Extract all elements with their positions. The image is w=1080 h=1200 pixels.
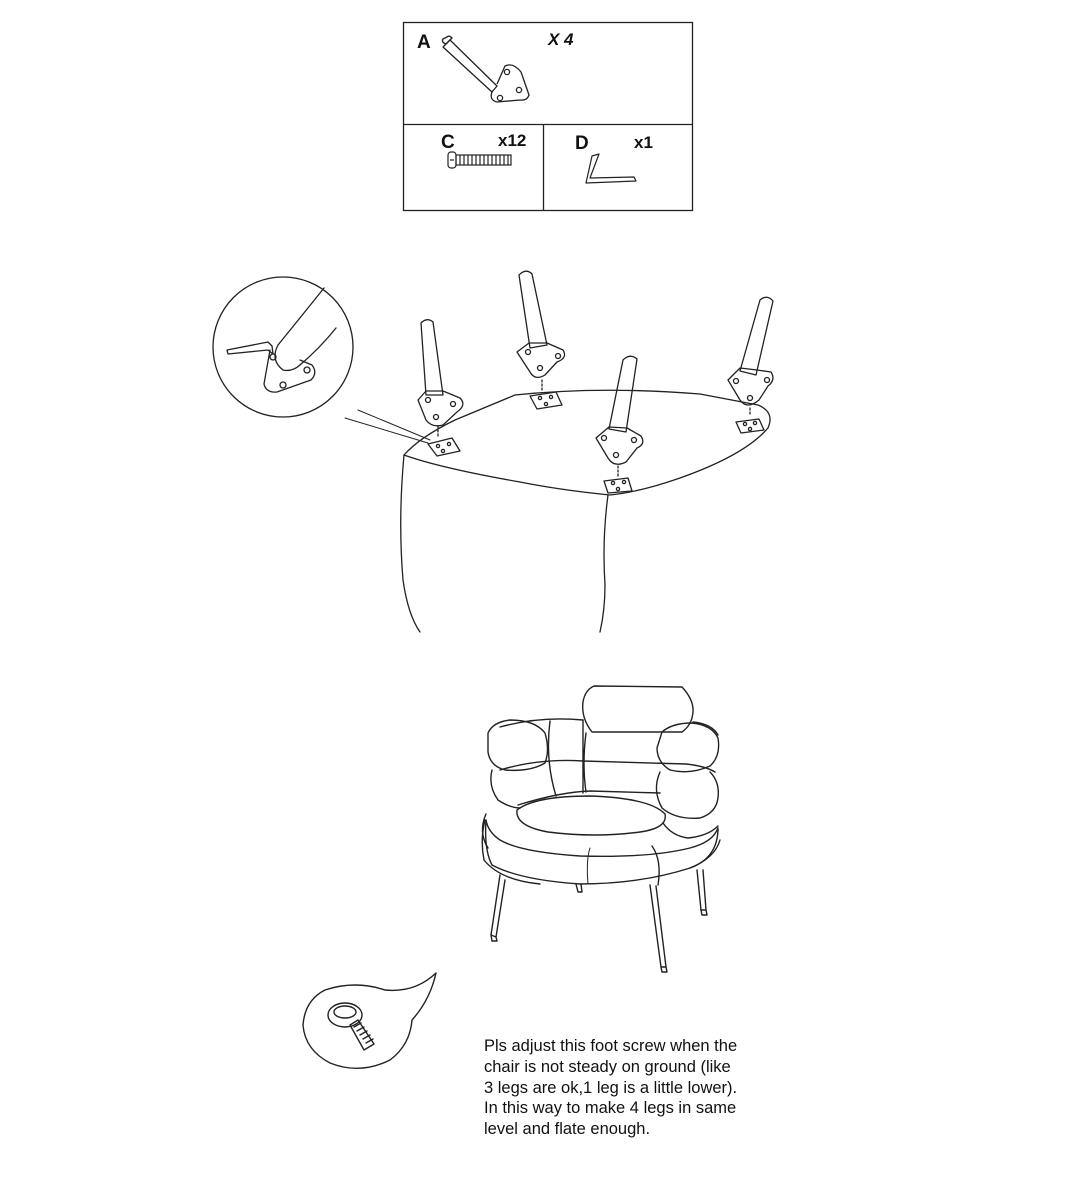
note-line: level and flate enough. [484,1120,651,1139]
part-d-quantity: x1 [634,133,653,152]
part-d-letter: D [575,133,589,154]
note-line: Pls adjust this foot screw when the [484,1037,738,1055]
part-c-quantity: x12 [498,131,527,150]
part-a-letter: A [417,32,431,53]
part-c-letter: C [441,132,455,153]
foot-screw-note [484,1036,814,1140]
note-line: In this way to make 4 legs in same [484,1099,737,1118]
note-line: chair is not steady on ground (like [484,1057,731,1076]
part-a-quantity: X 4 [548,30,574,49]
note-line: 3 legs are ok,1 leg is a little lower). [484,1078,738,1097]
